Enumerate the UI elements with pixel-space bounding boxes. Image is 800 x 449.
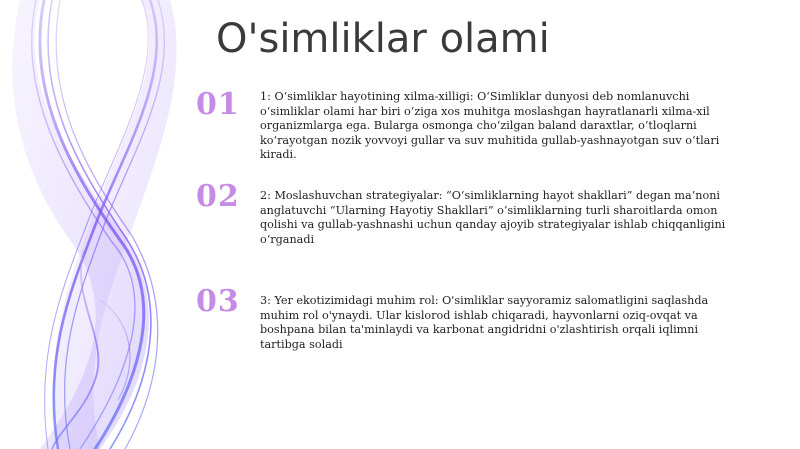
item-number-3: 03 xyxy=(196,284,240,319)
item-number-2: 02 xyxy=(196,179,240,214)
decorative-ribbon-graphic xyxy=(0,0,200,449)
item-text-1: 1: O‘simliklar hayotining xilma-xilligi: O‘Simliklar dunyosi deb nomlanuvchi o‘simliklar olami har biri o‘ziga xos muhitga moslashgan hayratlanarli xilma-xil organizmlarga ega. Bularga osmonga cho‘zilgan baland daraxtlar, o‘tloqlarni ko‘rayotgan nozik yovvoyi gullar va suv muhitida gullab-yashnayotgan suv o‘tlari kiradi. xyxy=(260,90,720,162)
item-text-3: 3: Yer ekotizimidagi muhim rol: O'simliklar sayyoramiz salomatligini saqlashda muhim rol o'ynaydi. Ular kislorod ishlab chiqaradi, hayvonlarni oziq-ovqat va boshpana bilan ta'minlaydi va karbonat angidridni o'zlashtirish orqali iqlimni tartibga soladi xyxy=(260,294,709,351)
page-title: O'simliklar olami xyxy=(216,16,550,62)
item-number-1: 01 xyxy=(196,87,240,122)
item-text-2: 2: Moslashuvchan strategiyalar: “O‘simliklarning hayot shakllari” degan ma’noni anglatuvchi “Ularning Hayotiy Shakllari” o‘simliklarning turli sharoitlarda omon qolishi va gullab-yashnashi uchun qanday ajoyib strategiyalar ishlab chiqqanligini o‘rganadi xyxy=(260,189,726,246)
